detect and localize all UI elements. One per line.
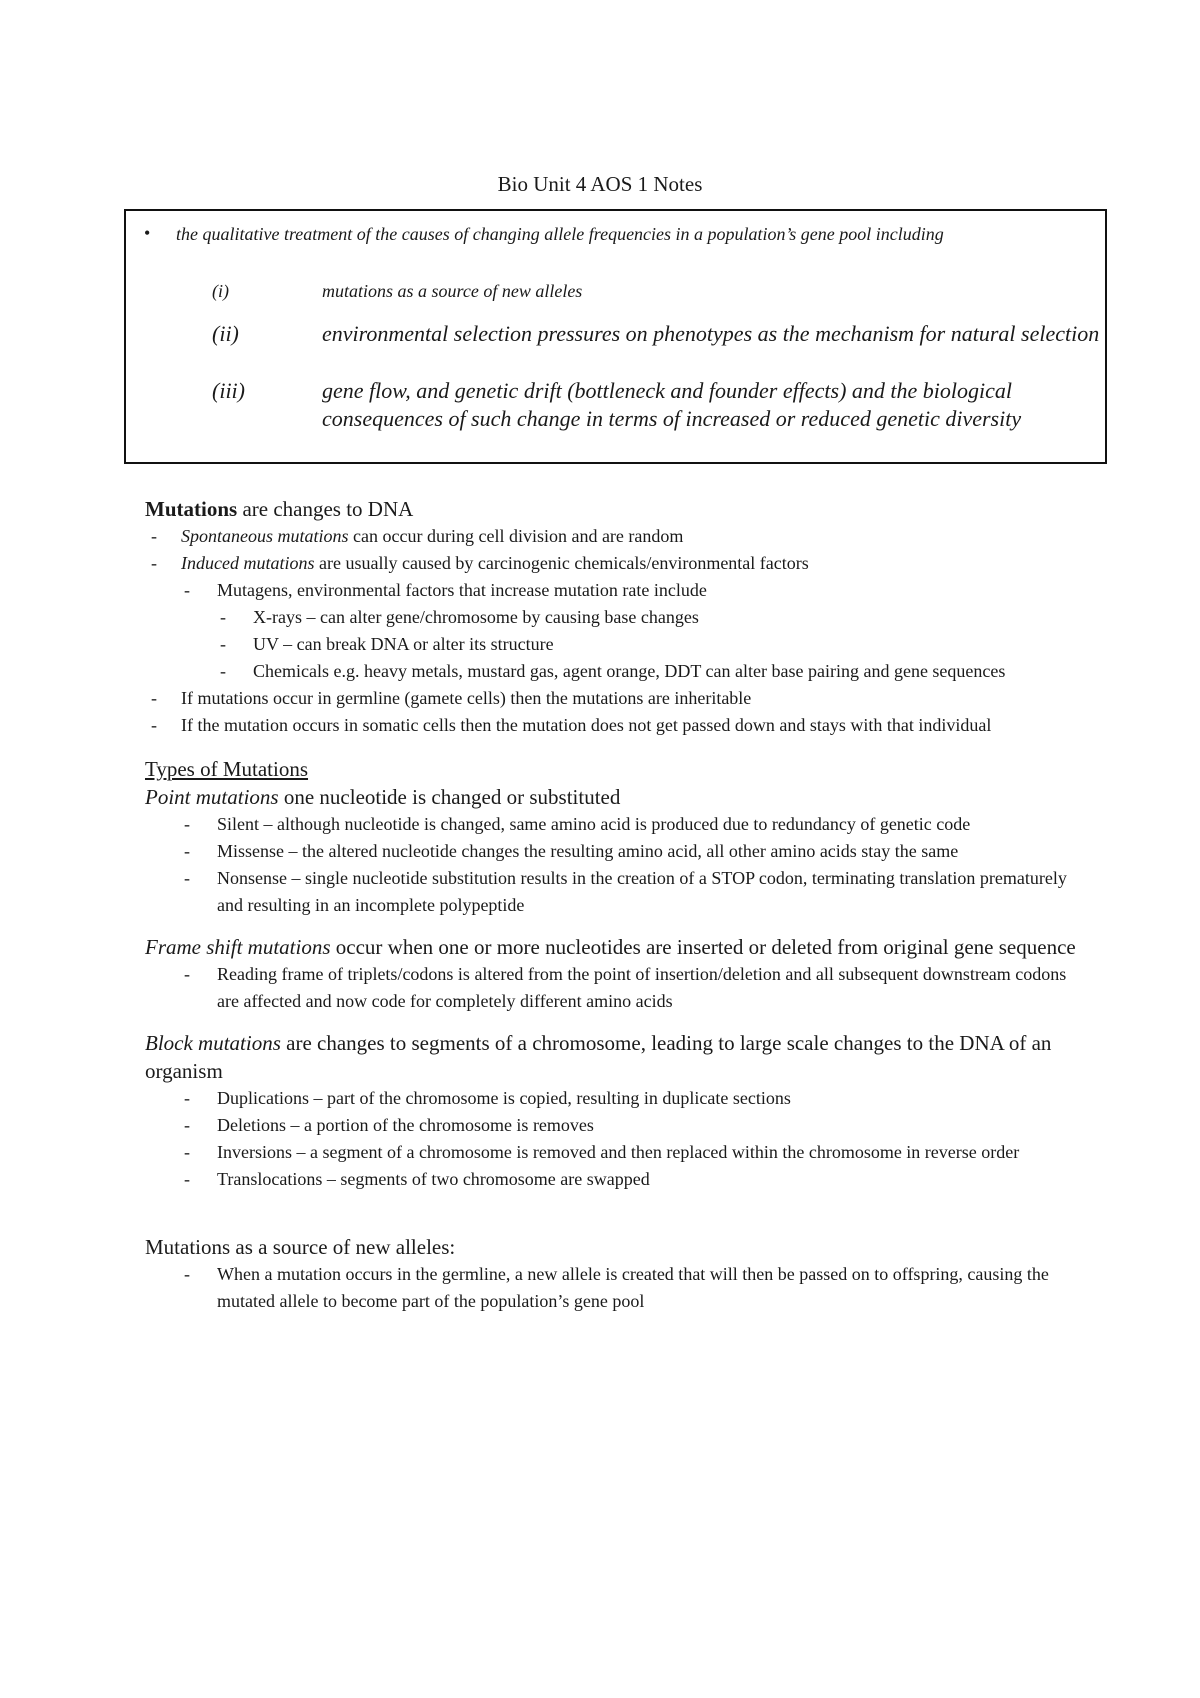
term: Point mutations: [145, 785, 279, 809]
list-item: [145, 550, 1085, 577]
bullet-icon: •: [144, 223, 151, 243]
block-mutations-heading: [145, 1029, 1085, 1085]
notes-body: [145, 495, 1085, 1315]
new-alleles-list: [145, 1261, 1085, 1315]
list-item-text: can occur during cell division and are random: [348, 526, 684, 546]
frame-shift-heading: [145, 933, 1085, 961]
mutations-heading: [145, 495, 1085, 523]
types-heading: Types of Mutations: [145, 757, 309, 781]
syllabus-item-text: gene flow, and genetic drift (bottleneck and founder effects) and the biological consequences of such change in terms of increased or reduced genetic diversity: [322, 378, 1022, 431]
list-item: - If the mutation occurs in somatic cells then the mutation does not get passed down and stays with that individual: [145, 712, 1085, 739]
document-title: Bio Unit 4 AOS 1 Notes: [497, 172, 703, 196]
term: Frame shift mutations: [145, 935, 331, 959]
list-item-text: are usually caused by carcinogenic chemicals/environmental factors: [314, 553, 809, 573]
list-item: - Chemicals e.g. heavy metals, mustard gas, agent orange, DDT can alter base pairing and gene sequences: [145, 658, 1085, 685]
syllabus-box: [124, 209, 1107, 464]
new-alleles-heading: Mutations as a source of new alleles:: [145, 1235, 456, 1259]
term: Block mutations: [145, 1031, 281, 1055]
list-item: [145, 523, 1085, 550]
list-item: - When a mutation occurs in the germline, a new allele is created that will then be passed on to offspring, causing the mutated allele to become part of the population’s gene pool: [145, 1261, 1085, 1315]
mutations-list: [145, 523, 1085, 577]
syllabus-item-number: (ii): [212, 321, 239, 346]
syllabus-item-text: mutations as a source of new alleles: [322, 281, 583, 301]
list-item: - Reading frame of triplets/codons is altered from the point of insertion/deletion and all subsequent downstream codons are affected and now code for completely different amino acids: [145, 961, 1085, 1015]
list-item: - Missense – the altered nucleotide changes the resulting amino acid, all other amino acids stay the same: [145, 838, 1085, 865]
point-mutations-heading: [145, 783, 1085, 811]
term: Induced mutations: [181, 553, 315, 573]
list-item: - Inversions – a segment of a chromosome is removed and then replaced within the chromosome in reverse order: [145, 1139, 1085, 1166]
mutagen-examples-list: [145, 604, 1085, 685]
block-mutations-list: [145, 1085, 1085, 1193]
syllabus-item-text: environmental selection pressures on phenotypes as the mechanism for natural selection: [322, 321, 1100, 346]
syllabus-intro: the qualitative treatment of the causes of changing allele frequencies in a population’s gene pool including: [176, 224, 944, 244]
point-mutations-list: [145, 811, 1085, 919]
inheritance-list: [145, 685, 1085, 739]
frame-shift-list: [145, 961, 1085, 1015]
list-item: - Duplications – part of the chromosome is copied, resulting in duplicate sections: [145, 1085, 1085, 1112]
list-item: - X-rays – can alter gene/chromosome by causing base changes: [145, 604, 1085, 631]
list-item: - UV – can break DNA or alter its structure: [145, 631, 1085, 658]
heading-text: occur when one or more nucleotides are inserted or deleted from original gene sequence: [330, 935, 1076, 959]
list-item: - Deletions – a portion of the chromosome is removes: [145, 1112, 1085, 1139]
mutagens-list: [145, 577, 1085, 604]
syllabus-item-number: (iii): [212, 378, 245, 403]
list-item: - Mutagens, environmental factors that increase mutation rate include: [145, 577, 1085, 604]
term: Spontaneous mutations: [181, 526, 349, 546]
syllabus-item-number: (i): [212, 281, 229, 301]
list-item: - If mutations occur in germline (gamete cells) then the mutations are inheritable: [145, 685, 1085, 712]
mutations-heading-text: are changes to DNA: [237, 497, 414, 521]
heading-text: one nucleotide is changed or substituted: [278, 785, 621, 809]
list-item: - Translocations – segments of two chromosome are swapped: [145, 1166, 1085, 1193]
heading-text: are changes to segments of a chromosome, leading to large scale changes to the DNA of an organism: [145, 1031, 1052, 1083]
list-item: - Silent – although nucleotide is changed, same amino acid is produced due to redundancy of genetic code: [145, 811, 1085, 838]
list-item: - Nonsense – single nucleotide substitution results in the creation of a STOP codon, terminating translation prematurely and resulting in an incomplete polypeptide: [145, 865, 1085, 919]
mutations-term: Mutations: [145, 497, 238, 521]
